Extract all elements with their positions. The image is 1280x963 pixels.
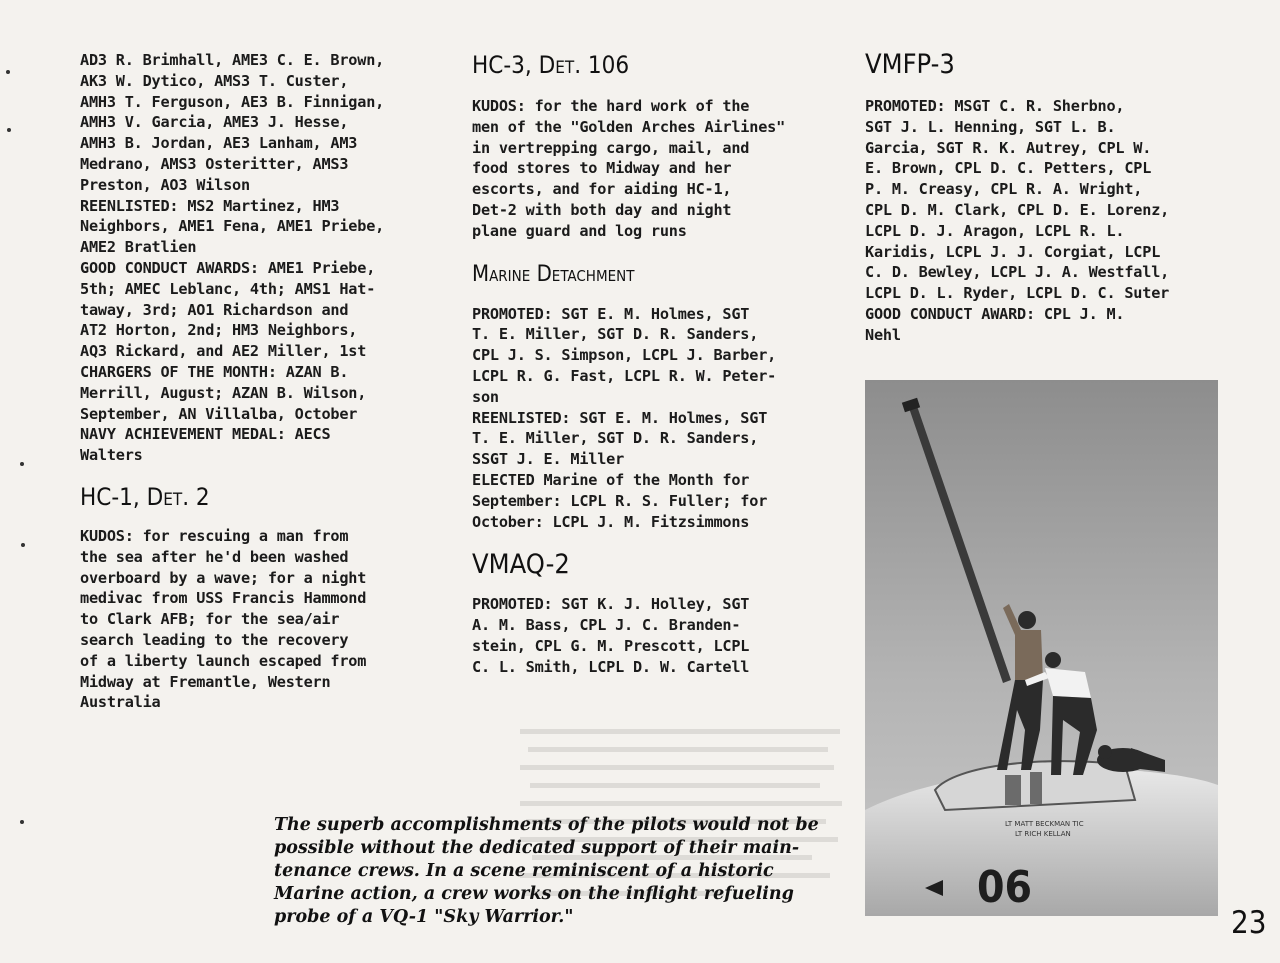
- scan-mark: [7, 128, 11, 132]
- vmaq2-text: PROMOTED: SGT K. J. Holley, SGT A. M. Bass, CPL J. C. Branden- stein, CPL G. M. Prescott, LCPL C. L. Smith, LCPL D. W. Cartell: [472, 595, 750, 676]
- marine-detachment-heading: Marine Detachment: [472, 261, 635, 287]
- vmaq2-heading: VMAQ-2: [472, 549, 570, 581]
- hc1-det2-heading: HC-1, Det. 2: [80, 482, 210, 511]
- scan-mark: [20, 820, 24, 824]
- canopy-name-line-2: LT RICH KELLAN: [1015, 830, 1071, 838]
- scan-mark: [21, 543, 25, 547]
- hc1-kudos-text: KUDOS: for rescuing a man from the sea after he'd been washed overboard by a wave; for a night medivac from USS Francis Hammond to Clark AFB; for the sea/air search leading to the recovery of a liberty launch escaped from Midway at Fremantle, Western Australia: [80, 526, 367, 712]
- hc1-awards-text: AD3 R. Brimhall, AME3 C. E. Brown, AK3 W. Dytico, AMS3 T. Custer, AMH3 T. Ferguson, AE3 B. Finnigan, AMH3 V. Garcia, AME3 J. Hesse, AMH3 B. Jordan, AE3 Lanham, AM3 Medrano, AMS3 Osteritter, AMS3 Preston, AO3 Wilson REENLISTED: MS2 Martinez, HM3 Neighbors, AME1 Fena, AME1 Priebe, AME2 Bratlien GOOD CONDUCT AWARDS: AME1 Priebe, 5th; AMEC Leblanc, 4th; AMS1 Hat- taway, 3rd; AO1 Richardson and AT2 Horton, 2nd; HM3 Neighbors, AQ3 Rickard, and AE2 Miller, 1st CHARGERS OF THE MONTH: AZAN B. Merrill, August; AZAN B. Wilson, September, AN Villalba, October NAVY ACHIEVEMENT MEDAL: AECS Walters: [80, 51, 385, 465]
- refueling-probe-photo: [865, 380, 1218, 916]
- scan-mark: [6, 70, 10, 74]
- canopy-name-line-1: LT MATT BECKMAN TIC: [1005, 820, 1084, 828]
- photo-caption: The superb accomplishments of the pilots would not be possible without the dedicated support of their main- tenance crews. In a scene reminiscent of a historic Marine action, a crew works on the inflight refueling probe of a VQ-1 "Sky Warrior.": [274, 815, 819, 927]
- vmfp3-heading: VMFP-3: [865, 49, 955, 80]
- vmfp3-text: PROMOTED: MSGT C. R. Sherbno, SGT J. L. Henning, SGT L. B. Garcia, SGT R. K. Autrey, CPL W. E. Brown, CPL D. C. Petters, CPL P. M. Creasy, CPL R. A. Wright, CPL D. M. Clark, CPL D. E. Lorenz, LCPL D. J. Aragon, LCPL R. L. Karidis, LCPL J. J. Corgiat, LCPL C. D. Bewley, LCPL J. A. Westfall, LCPL D. L. Ryder, LCPL D. C. Suter GOOD CONDUCT AWARD: CPL J. M. Nehl: [865, 97, 1170, 344]
- photo-illustration: [865, 380, 1218, 916]
- marine-detachment-text: PROMOTED: SGT E. M. Holmes, SGT T. E. Miller, SGT D. R. Sanders, CPL J. S. Simpson, LCPL J. Barber, LCPL R. G. Fast, LCPL R. W. Peter- son REENLISTED: SGT E. M. Holmes, SGT T. E. Miller, SGT D. R. Sanders, SSGT J. E. Miller ELECTED Marine of the Month for September: LCPL R. S. Fuller; for October: LCPL J. M. Fitzsimmons: [472, 304, 777, 531]
- page-number: 23: [1231, 905, 1267, 941]
- hc3-det106-heading: HC-3, Det. 106: [472, 51, 630, 79]
- right-column: [865, 50, 1235, 346]
- hc3-kudos-text: KUDOS: for the hard work of the men of the "Golden Arches Airlines" in vertrepping cargo, mail, and food stores to Midway and her escorts, and for aiding HC-1, Det-2 with both day and night plane guard and log runs: [472, 97, 786, 240]
- left-column: [80, 50, 450, 713]
- aircraft-number: 06: [977, 862, 1033, 913]
- middle-column: [472, 50, 842, 678]
- scan-mark: [20, 462, 24, 466]
